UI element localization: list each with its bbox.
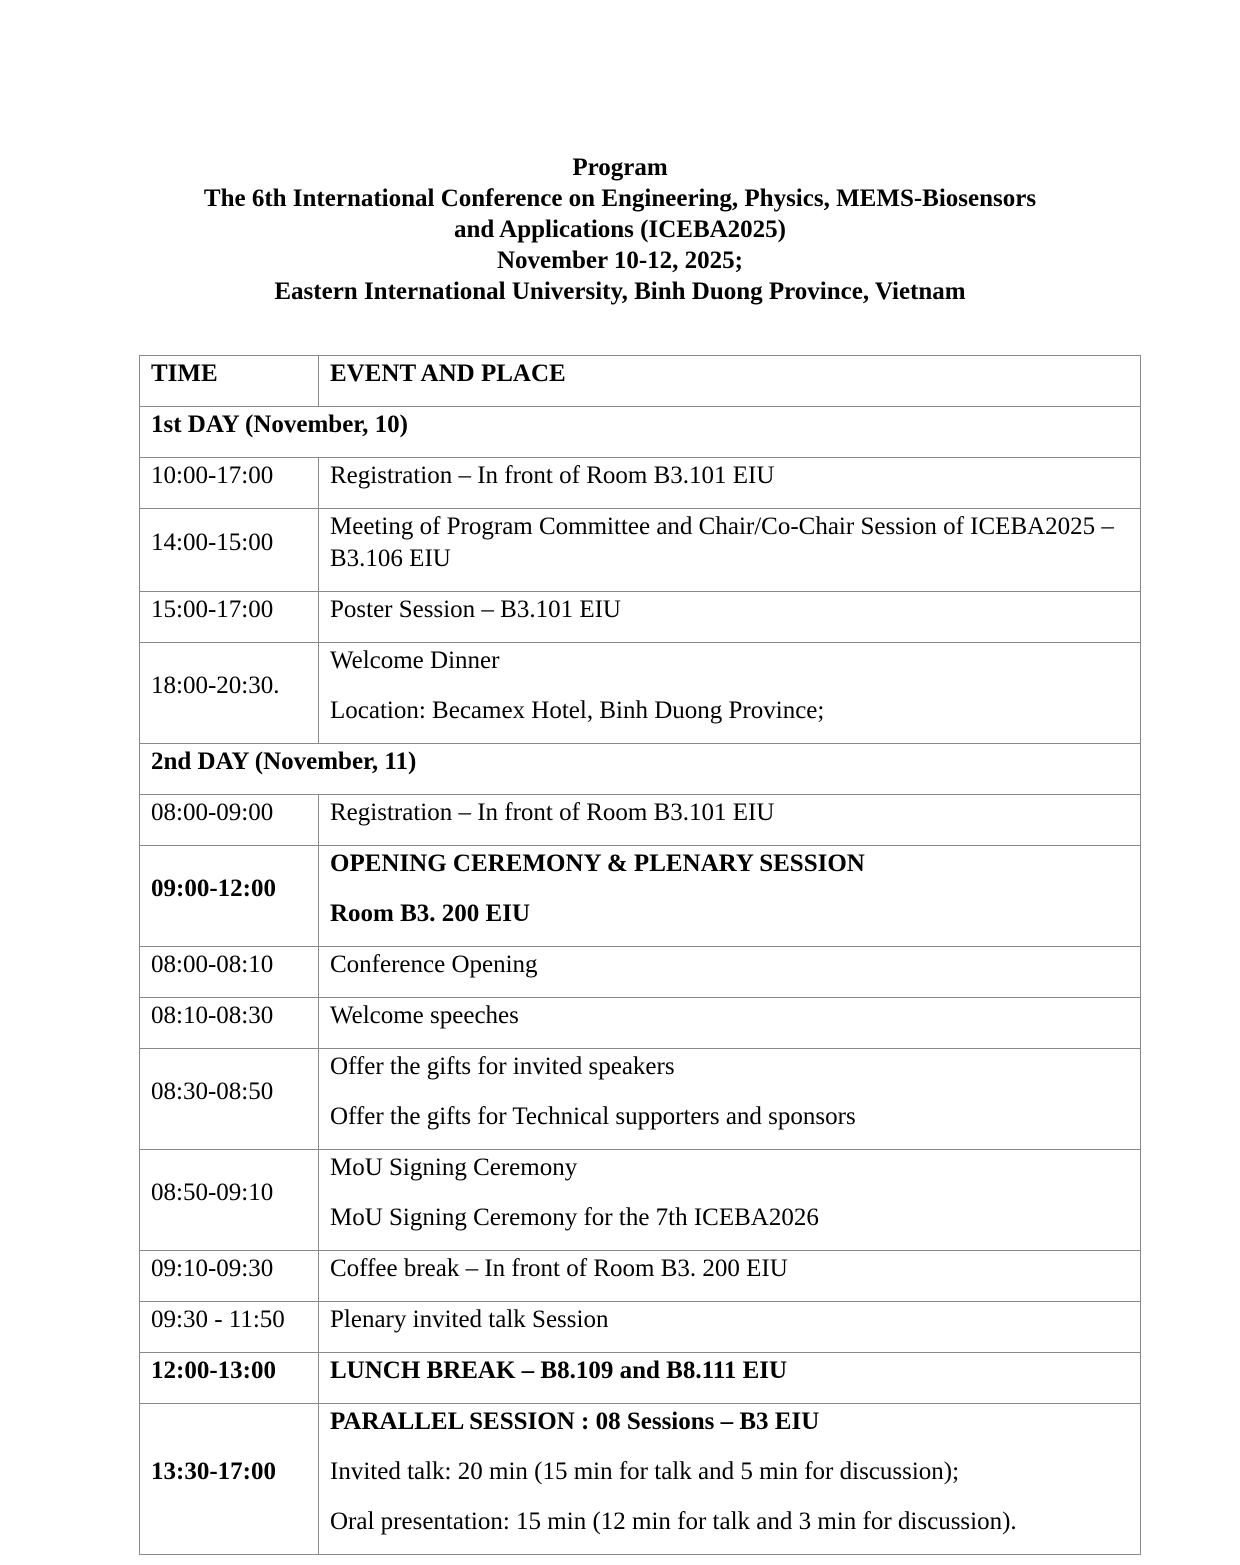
time-cell: 12:00-13:00 xyxy=(140,1353,319,1404)
table-header-row xyxy=(140,356,1141,407)
table-row xyxy=(140,795,1141,846)
time-cell: 08:10-08:30 xyxy=(140,998,319,1049)
event-cell xyxy=(319,1251,1141,1302)
table-row xyxy=(140,1302,1141,1353)
time-cell: 14:00-15:00 xyxy=(140,509,319,592)
event-cell xyxy=(319,846,1141,947)
event-cell xyxy=(319,1404,1141,1555)
time-cell: 15:00-17:00 xyxy=(140,592,319,643)
program-table xyxy=(139,355,1141,1555)
table-row xyxy=(140,998,1141,1049)
day1-header: 1st DAY (November, 10) xyxy=(140,407,1141,458)
event-line: MoU Signing Ceremony xyxy=(330,1154,578,1181)
table-row xyxy=(140,1251,1141,1302)
event-line: Meeting of Program Committee and Chair/Co-Chair Session of ICEBA2025 – B3.106 EIU xyxy=(330,513,1114,572)
event-line: Location: Becamex Hotel, Binh Duong Province; xyxy=(330,697,825,724)
table-row xyxy=(140,643,1141,744)
time-cell: 08:50-09:10 xyxy=(140,1150,319,1251)
event-cell xyxy=(319,643,1141,744)
event-line: OPENING CEREMONY & PLENARY SESSION xyxy=(330,850,865,877)
table-row xyxy=(140,846,1141,947)
time-cell: 18:00-20:30. xyxy=(140,643,319,744)
event-cell xyxy=(319,998,1141,1049)
event-line: LUNCH BREAK – B8.109 and B8.111 EIU xyxy=(330,1357,788,1384)
table-row xyxy=(140,947,1141,998)
time-cell: 09:00-12:00 xyxy=(140,846,319,947)
time-cell: 08:30-08:50 xyxy=(140,1049,319,1150)
event-line: Registration – In front of Room B3.101 EIU xyxy=(330,799,775,826)
event-line: Invited talk: 20 min (15 min for talk and 5 min for discussion); xyxy=(330,1458,960,1485)
event-line: Conference Opening xyxy=(330,951,538,978)
conference-dates: November 10-12, 2025; xyxy=(496,247,744,274)
event-line: Oral presentation: 15 min (12 min for talk and 3 min for discussion). xyxy=(330,1508,1017,1535)
event-cell xyxy=(319,947,1141,998)
event-cell xyxy=(319,458,1141,509)
event-line: Poster Session – B3.101 EIU xyxy=(330,596,621,623)
table-row xyxy=(140,592,1141,643)
document-header xyxy=(0,152,1240,307)
event-line: Coffee break – In front of Room B3. 200 EIU xyxy=(330,1255,788,1282)
event-cell xyxy=(319,1150,1141,1251)
day-header-row xyxy=(140,407,1141,458)
event-line: MoU Signing Ceremony for the 7th ICEBA2026 xyxy=(330,1204,819,1231)
table-row xyxy=(140,509,1141,592)
time-column-header: TIME xyxy=(140,356,319,407)
conference-title-line1: The 6th International Conference on Engineering, Physics, MEMS-Biosensors xyxy=(203,185,1037,212)
conference-title-line2: and Applications (ICEBA2025) xyxy=(453,216,787,243)
event-line: PARALLEL SESSION : 08 Sessions – B3 EIU xyxy=(330,1408,820,1435)
event-cell xyxy=(319,509,1141,592)
event-cell xyxy=(319,1353,1141,1404)
time-cell: 09:30 - 11:50 xyxy=(140,1302,319,1353)
day-header-row xyxy=(140,744,1141,795)
event-cell xyxy=(319,592,1141,643)
event-line: Plenary invited talk Session xyxy=(330,1306,609,1333)
day2-header: 2nd DAY (November, 11) xyxy=(140,744,1141,795)
time-cell: 09:10-09:30 xyxy=(140,1251,319,1302)
table-row xyxy=(140,1404,1141,1555)
event-line: Room B3. 200 EIU xyxy=(330,900,531,927)
event-cell xyxy=(319,795,1141,846)
table-row xyxy=(140,1150,1141,1251)
conference-venue: Eastern International University, Binh Duong Province, Vietnam xyxy=(274,278,966,305)
event-line: Welcome Dinner xyxy=(330,647,500,674)
event-cell xyxy=(319,1302,1141,1353)
event-column-header: EVENT AND PLACE xyxy=(319,356,1141,407)
event-line: Registration – In front of Room B3.101 EIU xyxy=(330,462,775,489)
event-line: Welcome speeches xyxy=(330,1002,519,1029)
table-row xyxy=(140,1049,1141,1150)
program-label: Program xyxy=(572,154,668,181)
time-cell: 10:00-17:00 xyxy=(140,458,319,509)
time-cell: 08:00-08:10 xyxy=(140,947,319,998)
table-row xyxy=(140,1353,1141,1404)
table-row xyxy=(140,458,1141,509)
time-cell: 08:00-09:00 xyxy=(140,795,319,846)
event-line: Offer the gifts for invited speakers xyxy=(330,1053,675,1080)
event-cell xyxy=(319,1049,1141,1150)
time-cell: 13:30-17:00 xyxy=(140,1404,319,1555)
event-line: Offer the gifts for Technical supporters and sponsors xyxy=(330,1103,856,1130)
